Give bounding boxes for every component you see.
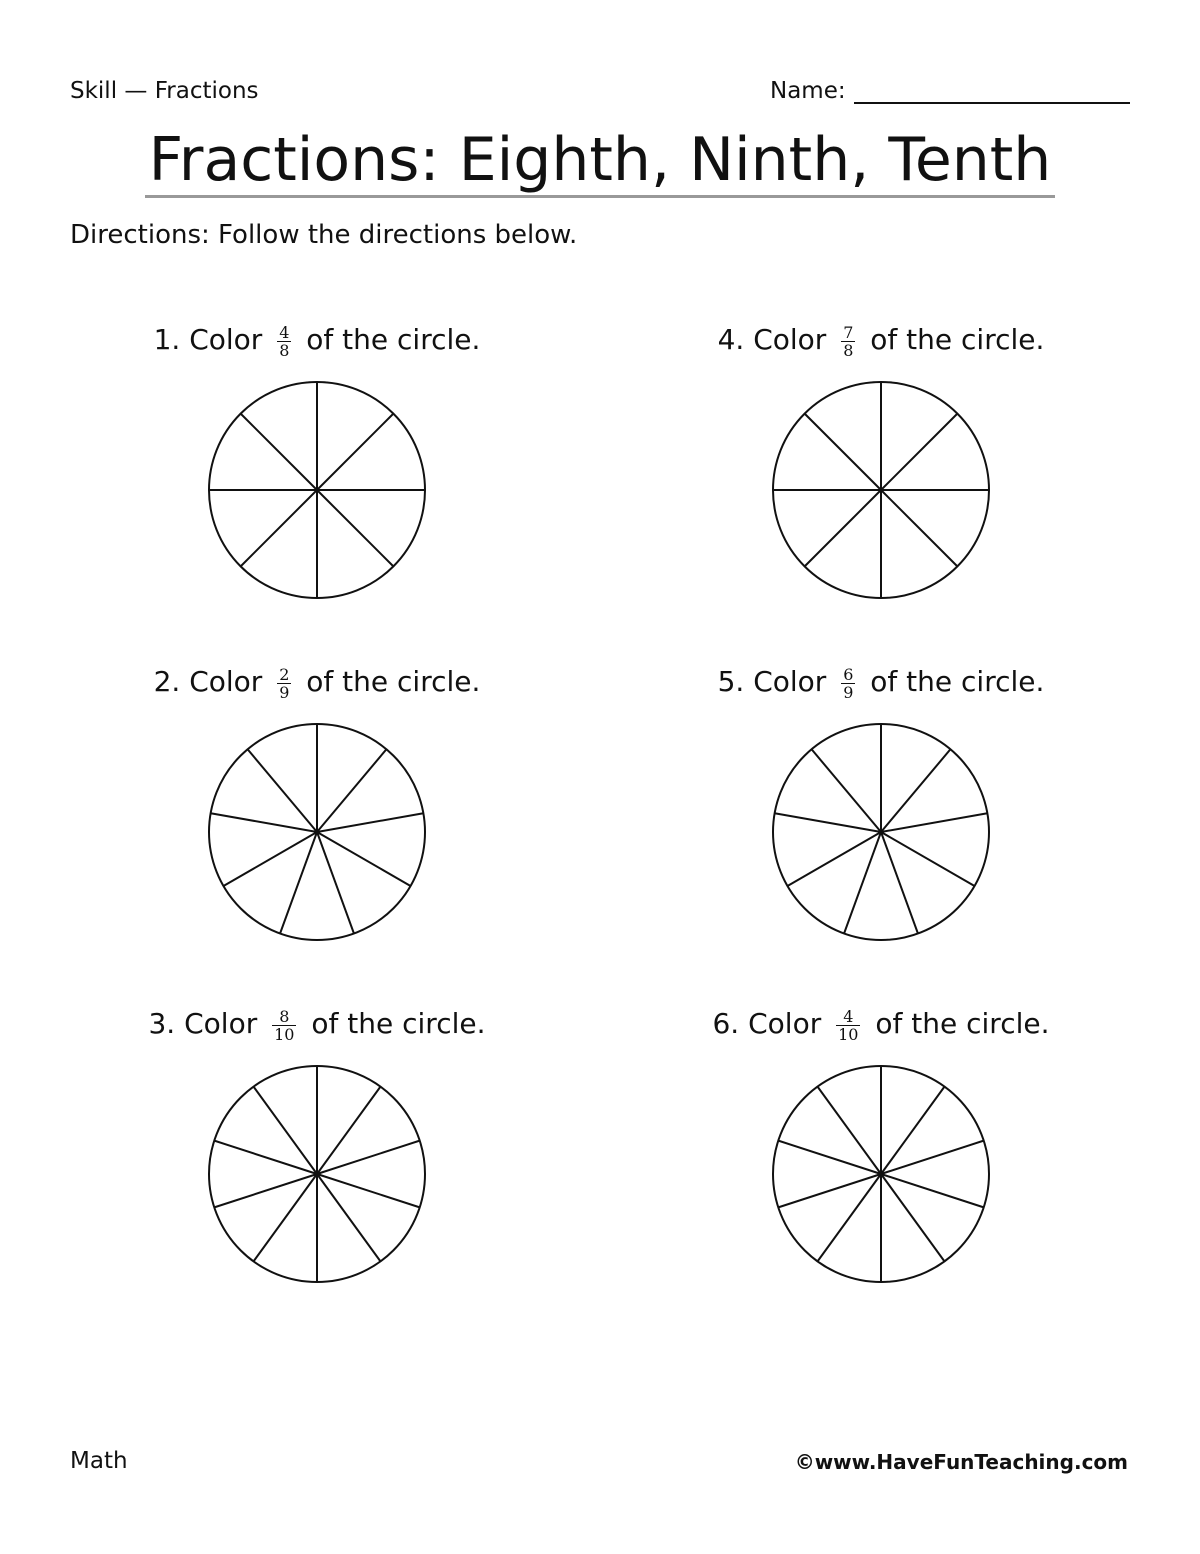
fraction-numerator: 4 bbox=[279, 322, 290, 342]
pie-circle[interactable] bbox=[207, 1064, 427, 1284]
problem-prompt bbox=[671, 1004, 1091, 1044]
fraction-numerator: 2 bbox=[279, 664, 290, 684]
problem-prompt bbox=[671, 662, 1091, 702]
color-word: Color bbox=[184, 1007, 258, 1040]
prompt-suffix: of the circle. bbox=[306, 665, 481, 698]
problem-prompt bbox=[107, 662, 527, 702]
worksheet-title-container bbox=[0, 124, 1200, 196]
color-word: Color bbox=[748, 1007, 822, 1040]
worksheet-title: Fractions: Eighth, Ninth, Tenth bbox=[145, 125, 1056, 198]
skill-label: Skill — Fractions bbox=[70, 78, 259, 104]
pie-circle[interactable] bbox=[771, 380, 991, 600]
prompt-suffix: of the circle. bbox=[870, 323, 1045, 356]
problem-1 bbox=[107, 320, 527, 650]
prompt-suffix: of the circle. bbox=[311, 1007, 486, 1040]
fraction bbox=[841, 666, 855, 701]
problem-number: 1. bbox=[153, 323, 181, 356]
fraction-denominator: 10 bbox=[274, 1024, 295, 1044]
problem-4 bbox=[671, 320, 1091, 650]
problem-prompt bbox=[107, 1004, 527, 1044]
prompt-suffix: of the circle. bbox=[306, 323, 481, 356]
color-word: Color bbox=[753, 665, 827, 698]
fraction-denominator: 8 bbox=[843, 340, 854, 360]
pie-circle[interactable] bbox=[771, 722, 991, 942]
fraction bbox=[272, 1008, 296, 1043]
problem-prompt bbox=[671, 320, 1091, 360]
color-word: Color bbox=[189, 323, 263, 356]
fraction-denominator: 9 bbox=[843, 682, 854, 702]
problem-number: 5. bbox=[717, 665, 745, 698]
problem-5 bbox=[671, 662, 1091, 992]
fraction-numerator: 7 bbox=[843, 322, 854, 342]
problem-number: 3. bbox=[148, 1007, 176, 1040]
fraction-denominator: 9 bbox=[279, 682, 290, 702]
color-word: Color bbox=[189, 665, 263, 698]
fraction bbox=[277, 666, 291, 701]
directions-text: Directions: Follow the directions below. bbox=[70, 220, 578, 250]
problem-number: 6. bbox=[712, 1007, 740, 1040]
name-blank-line[interactable] bbox=[854, 80, 1130, 104]
name-field[interactable] bbox=[770, 78, 1130, 104]
fraction bbox=[836, 1008, 860, 1043]
pie-circle[interactable] bbox=[207, 722, 427, 942]
problem-2 bbox=[107, 662, 527, 992]
problem-number: 2. bbox=[153, 665, 181, 698]
problem-prompt bbox=[107, 320, 527, 360]
pie-circle[interactable] bbox=[771, 1064, 991, 1284]
name-label: Name: bbox=[770, 78, 846, 104]
problem-number: 4. bbox=[717, 323, 745, 356]
footer-copyright: ©www.HaveFunTeaching.com bbox=[794, 1450, 1128, 1474]
fraction-numerator: 8 bbox=[272, 1008, 296, 1026]
fraction-denominator: 8 bbox=[279, 340, 290, 360]
problem-6 bbox=[671, 1004, 1091, 1334]
pie-circle[interactable] bbox=[207, 380, 427, 600]
color-word: Color bbox=[753, 323, 827, 356]
problem-3 bbox=[107, 1004, 527, 1334]
fraction-denominator: 10 bbox=[838, 1024, 859, 1044]
prompt-suffix: of the circle. bbox=[875, 1007, 1050, 1040]
prompt-suffix: of the circle. bbox=[870, 665, 1045, 698]
fraction-numerator: 6 bbox=[843, 664, 854, 684]
footer-subject: Math bbox=[70, 1448, 128, 1474]
fraction bbox=[841, 324, 855, 359]
fraction-numerator: 4 bbox=[836, 1008, 860, 1026]
fraction bbox=[277, 324, 291, 359]
